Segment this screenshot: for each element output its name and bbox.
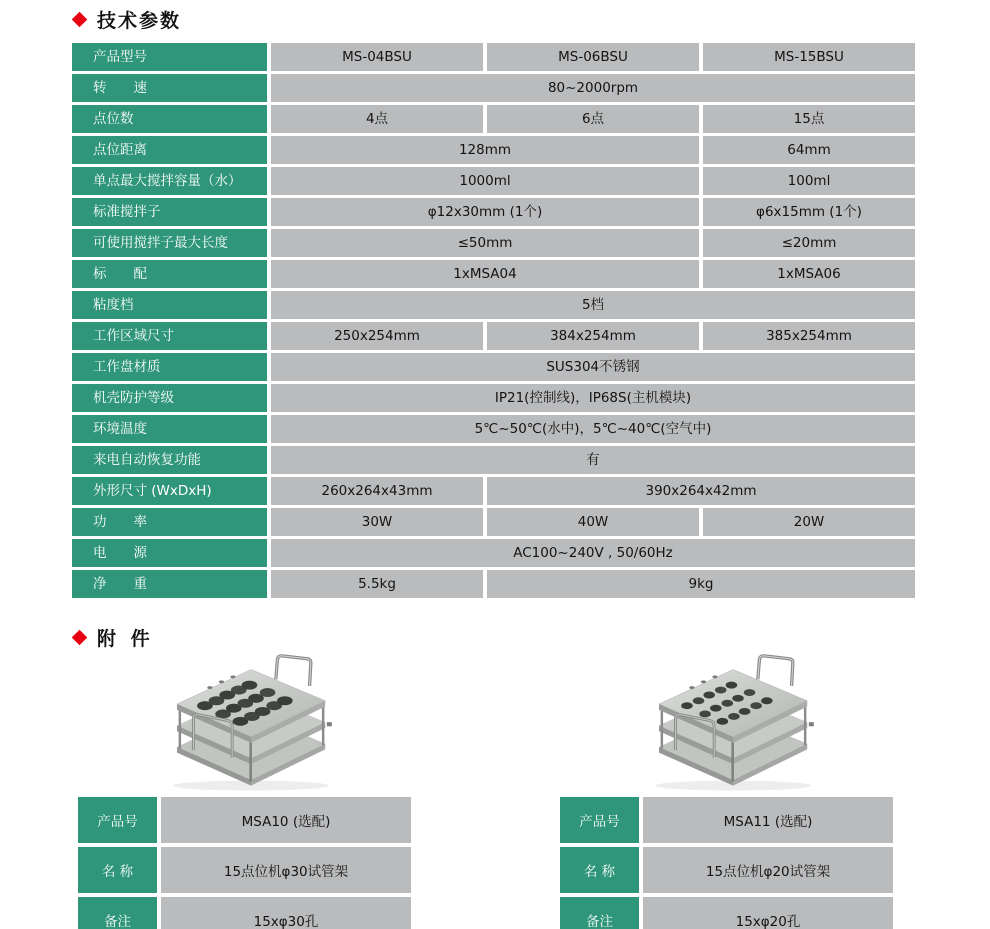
tech-params-title: 技术参数 bbox=[97, 10, 182, 32]
accessory-msa11 bbox=[560, 651, 893, 929]
red-diamond-icon bbox=[72, 12, 88, 28]
spec-row-label: 净 重 bbox=[72, 570, 267, 598]
spec-cell: 80~2000rpm bbox=[271, 74, 915, 102]
accessories-heading bbox=[74, 618, 990, 651]
spec-cell: 30W bbox=[271, 508, 483, 536]
spec-cell: φ6x15mm (1个) bbox=[703, 198, 915, 226]
accessory-table-msa11 bbox=[560, 797, 893, 929]
spec-row-label: 标 配 bbox=[72, 260, 267, 288]
spec-cell: 250x254mm bbox=[271, 322, 483, 350]
rack-illustration bbox=[624, 653, 829, 793]
spec-row-label: 机壳防护等级 bbox=[72, 384, 267, 412]
spec-cell: 6点 bbox=[487, 105, 699, 133]
spec-cell: MS-04BSU bbox=[271, 43, 483, 71]
accessory-msa10 bbox=[78, 651, 411, 929]
spec-cell: 260x264x43mm bbox=[271, 477, 483, 505]
accessory-row-label: 名 称 bbox=[560, 847, 639, 893]
accessories-row bbox=[78, 651, 990, 929]
spec-row-label: 工作区域尺寸 bbox=[72, 322, 267, 350]
spec-row-label: 粘度档 bbox=[72, 291, 267, 319]
spec-cell: 4点 bbox=[271, 105, 483, 133]
accessories-title: 附 件 bbox=[97, 628, 154, 650]
spec-row-label: 功 率 bbox=[72, 508, 267, 536]
spec-cell: 1xMSA04 bbox=[271, 260, 699, 288]
spec-cell: IP21(控制线)，IP68S(主机模块) bbox=[271, 384, 915, 412]
spec-cell: 384x254mm bbox=[487, 322, 699, 350]
spec-cell: 5档 bbox=[271, 291, 915, 319]
accessory-row-label: 产品号 bbox=[78, 797, 157, 843]
spec-cell: 20W bbox=[703, 508, 915, 536]
spec-cell: 128mm bbox=[271, 136, 699, 164]
spec-row-label: 转 速 bbox=[72, 74, 267, 102]
spec-cell: 390x264x42mm bbox=[487, 477, 915, 505]
spec-cell: 100ml bbox=[703, 167, 915, 195]
spec-cell: 1000ml bbox=[271, 167, 699, 195]
spec-cell: 5.5kg bbox=[271, 570, 483, 598]
spec-cell: 5℃~50℃(水中)，5℃~40℃(空气中) bbox=[271, 415, 915, 443]
spec-cell: 40W bbox=[487, 508, 699, 536]
spec-row-label: 来电自动恢复功能 bbox=[72, 446, 267, 474]
spec-row-label: 环境温度 bbox=[72, 415, 267, 443]
spec-cell: 有 bbox=[271, 446, 915, 474]
accessory-row-value: MSA11 (选配) bbox=[643, 797, 893, 843]
accessory-row-label: 备注 bbox=[560, 897, 639, 929]
spec-row-label: 电 源 bbox=[72, 539, 267, 567]
spec-cell: SUS304不锈钢 bbox=[271, 353, 915, 381]
accessory-row-value: MSA10 (选配) bbox=[161, 797, 411, 843]
spec-table bbox=[72, 43, 918, 598]
rack-illustration bbox=[142, 653, 347, 793]
accessory-row-label: 名 称 bbox=[78, 847, 157, 893]
spec-row-label: 标准搅拌子 bbox=[72, 198, 267, 226]
spec-cell: ≤50mm bbox=[271, 229, 699, 257]
accessory-row-value: 15xφ30孔 bbox=[161, 897, 411, 929]
accessory-row-value: 15点位机φ30试管架 bbox=[161, 847, 411, 893]
test-tube-rack-image bbox=[560, 651, 893, 793]
spec-cell: MS-15BSU bbox=[703, 43, 915, 71]
spec-cell: ≤20mm bbox=[703, 229, 915, 257]
tech-params-heading bbox=[74, 0, 990, 33]
spec-cell: 9kg bbox=[487, 570, 915, 598]
spec-cell: 385x254mm bbox=[703, 322, 915, 350]
spec-row-label: 点位距离 bbox=[72, 136, 267, 164]
spec-row-label: 外形尺寸 (WxDxH) bbox=[72, 477, 267, 505]
spec-cell: 15点 bbox=[703, 105, 915, 133]
spec-cell: φ12x30mm (1个) bbox=[271, 198, 699, 226]
spec-row-label: 产品型号 bbox=[72, 43, 267, 71]
test-tube-rack-image bbox=[78, 651, 411, 793]
accessory-table-msa10 bbox=[78, 797, 411, 929]
accessory-row-label: 备注 bbox=[78, 897, 157, 929]
spec-cell: 1xMSA06 bbox=[703, 260, 915, 288]
accessory-row-label: 产品号 bbox=[560, 797, 639, 843]
spec-row-label: 可使用搅拌子最大长度 bbox=[72, 229, 267, 257]
spec-row-label: 单点最大搅拌容量（水） bbox=[72, 167, 267, 195]
spec-cell: AC100~240V , 50/60Hz bbox=[271, 539, 915, 567]
spec-row-label: 工作盘材质 bbox=[72, 353, 267, 381]
spec-cell: 64mm bbox=[703, 136, 915, 164]
accessory-row-value: 15xφ20孔 bbox=[643, 897, 893, 929]
spec-row-label: 点位数 bbox=[72, 105, 267, 133]
red-diamond-icon bbox=[72, 630, 88, 646]
accessory-row-value: 15点位机φ20试管架 bbox=[643, 847, 893, 893]
spec-cell: MS-06BSU bbox=[487, 43, 699, 71]
